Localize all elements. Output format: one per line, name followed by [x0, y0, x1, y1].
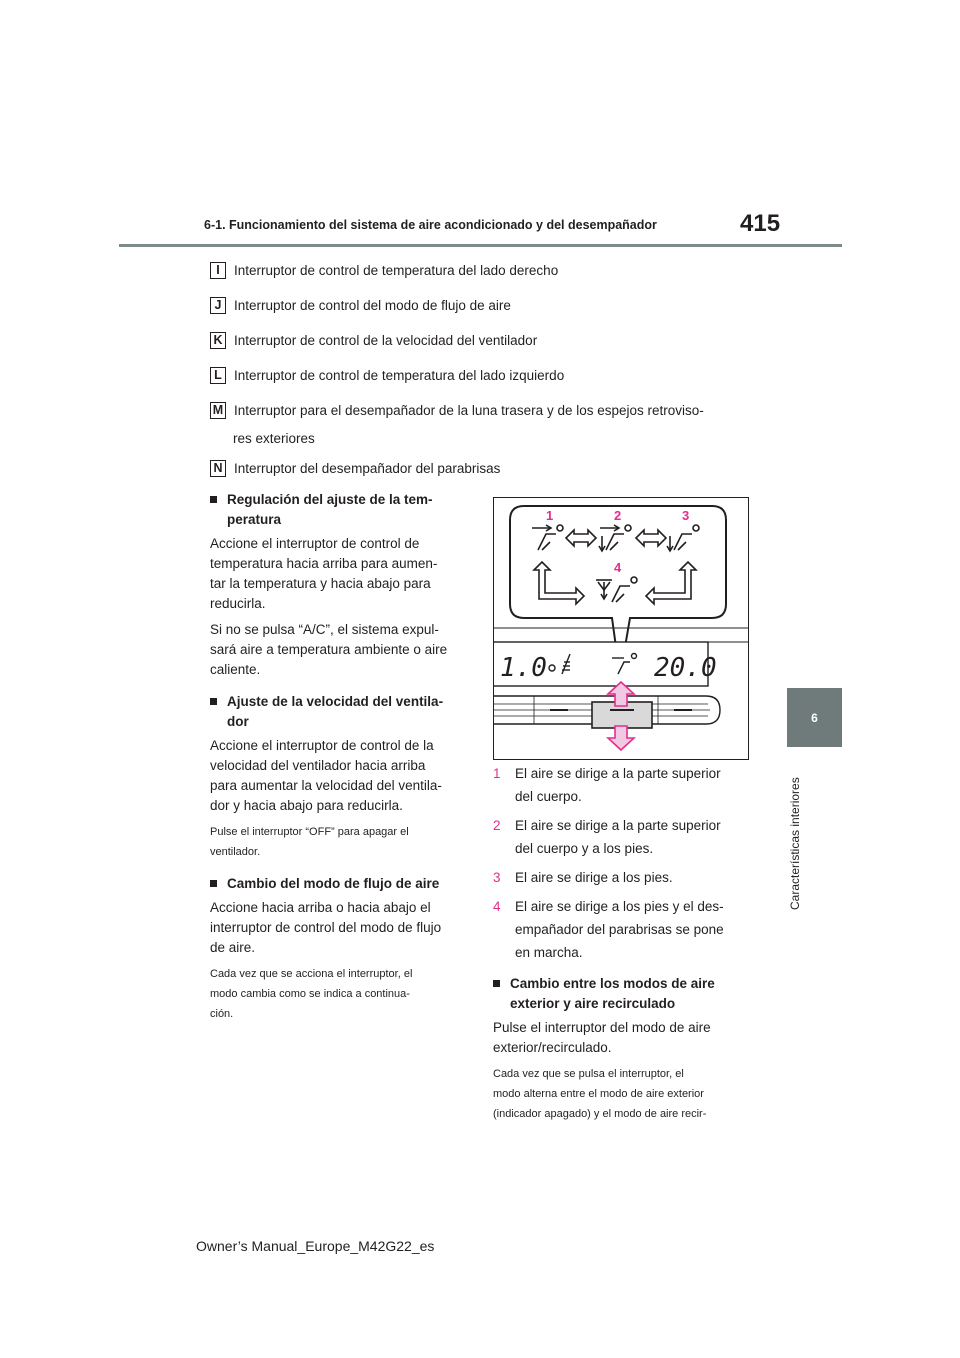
- text-line: El aire se dirige a la parte superior: [515, 766, 721, 781]
- item-number: 3: [493, 870, 501, 885]
- key-letter-box: N: [210, 460, 226, 477]
- section-heading: [493, 974, 755, 1014]
- key-letter-box: K: [210, 332, 226, 349]
- chapter-number: 6: [811, 710, 818, 725]
- text-line: El aire se dirige a los pies y el des-: [515, 899, 724, 914]
- key-text: Interruptor de control del modo de flujo de aire: [234, 298, 511, 313]
- text-line: Accione el interruptor de control de: [210, 536, 420, 551]
- item-number: 2: [493, 818, 501, 833]
- text-line: (indicador apagado) y el modo de aire recir-: [493, 1108, 707, 1120]
- text-line: velocidad del ventilador hacia arriba: [210, 758, 426, 773]
- key-letter-box: L: [210, 367, 226, 384]
- text-line: ción.: [210, 1008, 234, 1020]
- paragraph: [210, 534, 468, 614]
- key-letter-box: M: [210, 402, 226, 419]
- text-line: exterior/recirculado.: [493, 1040, 612, 1055]
- right-temperature-readout: 20.0: [654, 653, 717, 683]
- text-line: Pulse el interruptor “OFF” para apagar el: [210, 826, 409, 838]
- key-text: Interruptor de control de la velocidad del ventilador: [234, 333, 538, 348]
- chapter-title: Características interiores: [788, 777, 802, 910]
- key-text: Interruptor de control de temperatura del lado izquierdo: [234, 368, 565, 383]
- key-letter-box: J: [210, 297, 226, 314]
- text-line: del cuerpo.: [515, 789, 582, 804]
- text-line: Cada vez que se pulsa el interruptor, el: [493, 1068, 684, 1080]
- heading-line: Cambio del modo de flujo de aire: [227, 876, 440, 891]
- text-line: de aire.: [210, 940, 256, 955]
- square-bullet-icon: [210, 880, 217, 887]
- paragraph: [210, 620, 468, 680]
- key-text: Interruptor del desempañador del parabrisas: [234, 461, 501, 476]
- left-temperature-readout: 1.0: [500, 653, 547, 683]
- key-item-m: [210, 400, 754, 422]
- airflow-mode-illustration: [494, 498, 749, 760]
- paragraph: [493, 1018, 755, 1058]
- text-line: del cuerpo y a los pies.: [515, 841, 654, 856]
- airflow-mode-diagram: [493, 497, 749, 760]
- heading-line: Regulación del ajuste de la tem-: [227, 492, 433, 507]
- heading-line: Ajuste de la velocidad del ventila-: [227, 694, 444, 709]
- heading-line: peratura: [227, 512, 282, 527]
- mode-description-4: [493, 895, 755, 964]
- key-text: Interruptor de control de temperatura del lado derecho: [234, 263, 559, 278]
- text-line: empañador del parabrisas se pone: [515, 922, 724, 937]
- text-line: Accione el interruptor de control de la: [210, 738, 434, 753]
- chapter-tab: [787, 688, 842, 747]
- text-line: Pulse el interruptor del modo de aire: [493, 1020, 711, 1035]
- square-bullet-icon: [210, 698, 217, 705]
- note: [210, 822, 468, 862]
- key-item-k: [210, 330, 754, 352]
- key-letter-box: I: [210, 262, 226, 279]
- paragraph: [210, 898, 468, 958]
- key-item-i: [210, 260, 754, 282]
- key-item-j: [210, 295, 754, 317]
- text-line: modo cambia como se indica a continua-: [210, 988, 410, 1000]
- item-number: 1: [493, 766, 501, 781]
- section-heading: [210, 490, 468, 530]
- section-title: 6-1. Funcionamiento del sistema de aire acondicionado y del desempañador: [204, 218, 657, 232]
- key-text-continuation: res exteriores: [233, 431, 315, 446]
- section-heading: [210, 874, 468, 894]
- mode-label-1: 1: [546, 508, 554, 523]
- item-number: 4: [493, 899, 501, 914]
- square-bullet-icon: [210, 496, 217, 503]
- mode-label-2: 2: [614, 508, 622, 523]
- mode-description-3: [493, 866, 755, 889]
- text-line: temperatura hacia arriba para aumen-: [210, 556, 438, 571]
- paragraph: [210, 736, 468, 816]
- mode-description-2: [493, 814, 755, 860]
- text-line: en marcha.: [515, 945, 583, 960]
- text-line: modo alterna entre el modo de aire exterior: [493, 1088, 704, 1100]
- left-column: [210, 490, 468, 1030]
- text-line: sará aire a temperatura ambiente o aire: [210, 642, 448, 657]
- text-line: El aire se dirige a los pies.: [515, 870, 673, 885]
- note: [210, 964, 468, 1024]
- heading-line: exterior y aire recirculado: [510, 996, 676, 1011]
- page-number: 415: [740, 210, 781, 237]
- text-line: tar la temperatura y hacia abajo para: [210, 576, 431, 591]
- key-item-l: [210, 365, 754, 387]
- section-heading: [210, 692, 468, 732]
- text-line: Si no se pulsa “A/C”, el sistema expul-: [210, 622, 439, 637]
- mode-label-3: 3: [682, 508, 690, 523]
- text-line: caliente.: [210, 662, 261, 677]
- header-divider: [119, 244, 842, 247]
- mode-description-1: [493, 762, 755, 808]
- mode-label-4: 4: [614, 560, 622, 575]
- text-line: reducirla.: [210, 596, 266, 611]
- key-item-n: [210, 458, 754, 480]
- square-bullet-icon: [493, 980, 500, 987]
- text-line: Accione hacia arriba o hacia abajo el: [210, 900, 431, 915]
- text-line: dor y hacia abajo para reducirla.: [210, 798, 403, 813]
- heading-line: Cambio entre los modos de aire: [510, 976, 715, 991]
- key-text: Interruptor para el desempañador de la luna trasera y de los espejos retroviso-: [234, 403, 704, 418]
- text-line: El aire se dirige a la parte superior: [515, 818, 721, 833]
- down-arrow-icon: [608, 726, 634, 750]
- text-line: Cada vez que se acciona el interruptor, el: [210, 968, 413, 980]
- text-line: para aumentar la velocidad del ventila-: [210, 778, 442, 793]
- chapter-side-label: [786, 760, 804, 910]
- manual-footer: Owner’s Manual_Europe_M42G22_es: [196, 1238, 435, 1254]
- text-line: interruptor de control del modo de flujo: [210, 920, 442, 935]
- note: [493, 1064, 755, 1124]
- text-line: ventilador.: [210, 846, 261, 858]
- heading-line: dor: [227, 714, 249, 729]
- right-column: [493, 762, 755, 1130]
